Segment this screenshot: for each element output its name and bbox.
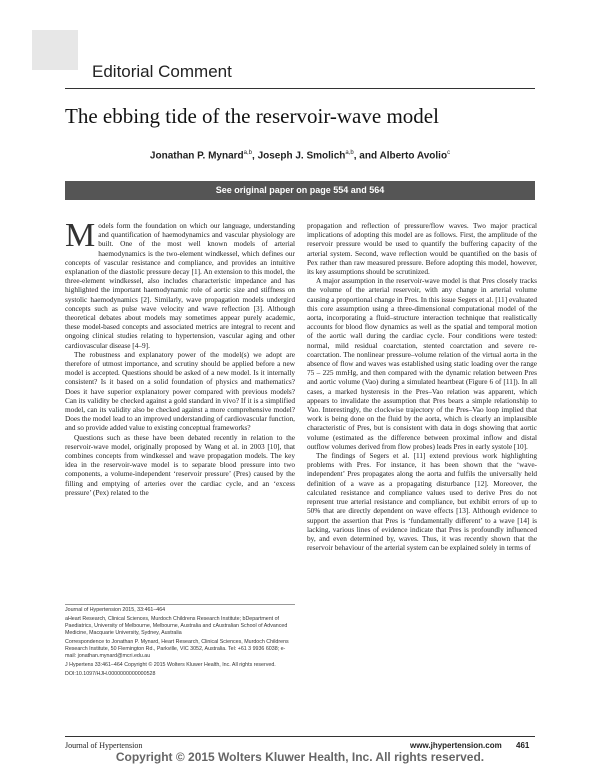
left-column [65,217,295,497]
journal-url[interactable]: www.jhypertension.com [410,741,502,750]
footnote-citation: Journal of Hypertension 2015, 33:461–464 [65,607,166,613]
body-paragraph: The findings of Segers et al. [11] extend previous work highlighting problems with Pres. For instance, it has been shown that the ‘wave-independent’ Pres propagates along the aorta and fulfils the universally held definition of a wave as a propagating disturbance [12]. Moreover, the calculated resistance and compliance values used to derive Pres do not represent true arterial resistance and compliance, but exhibit errors of up to 50% that are directly dependent on wave effects [13]. Although evidence to support the assertion that Pres is ‘fundamentally different’ to a wave [14] is lacking, various lines of evidence indicate that Pres is profoundly influenced by, and even determined by, waves. Thus, it was recently shown that the reservoir behaviour of the arterial system can be explained solely in terms of [307,451,537,553]
body-paragraph: Questions such as these have been debated recently in relation to the reservoir-wave model, originally proposed by Wang et al. in 2003 [10], that combines concepts from windkessel and wave propagation models. The key idea in the reservoir-wave model is to separate blood pressure into two components, a volume-independent ‘reservoir pressure’ (Pres) caused by the filling and emptying of arteries over the cardiac cycle, and an ‘excess pressure’ (Pex) related to the [65,432,295,497]
body-paragraph [65,217,295,350]
body-paragraph: A major assumption in the reservoir-wave model is that Pres closely tracks the volume of the arterial reservoir, with any change in arterial volume causing a proportional change in Pres. In this issue Segers et al. [11] evaluated this core assumption using a three-dimensional computational model of the aorta, incorporating a fluid–structure interaction technique that realistically accounts for blood flow dynamics as well as the spatial and temporal motion of the aortic wall during the cardiac cycle. Four conditions were tested: normal, mild residual coarctation, stented coarctation and severe re-coarctation. The nonlinear pressure–volume relation of the virtual aorta in the absence of flow and waves was established using static loading over the range 75 – 225 mmHg, and then compared with the dynamic relation between Pres and aortic volume (Vao) during a simulated heartbeat (Figure 6 of [11]). In all cases, a marked hysteresis in the Pres–Vao relation was apparent, which appears to invalidate the assumption that Pres bears a simple relationship to Vao. Interestingly, the clockwise trajectory of the Pres–Vao loop implied that work is being done on the fluid by the aorta, which is clearly an implausible characteristic of Pres, but is consistent with data in dogs showing that aortic volume (estimated as the difference between proximal inflow and distal outflow volumes derived from flow probes) leads Pres in early systole [10]. [307,276,537,451]
right-column [307,221,537,552]
article-title: The ebbing tide of the reservoir-wave model [65,104,439,128]
page-number: 461 [516,741,530,750]
author-line: Jonathan P. Mynard$^{a,b}$, Joseph J. Smolich$^{a,b}$, and Alberto Avolio$^c$ [149,150,451,162]
section-label: Editorial Comment [92,62,232,81]
body-paragraph: propagation and reflection of pressure/flow waves. Two major practical implications of adopting this model are as follows. First, the amplitude of the reservoir pressure would be used to quantify the buffering capacity of the arterial system. Second, wave reflection would be quantified on the basis of Pex rather than raw measured pressure. Before adopting this model, however, its key assumptions should be scrutinized. [307,221,537,277]
author-affiliation: a,b [345,150,354,156]
original-paper-link[interactable]: See original paper on page 554 and 564 [65,181,535,200]
footnote-copyright: J Hypertens 33:461–464 Copyright © 2015 Wolters Kluwer Health, Inc. All rights reserved. [65,662,276,668]
footnote-correspondence: Correspondence to Jonathan P. Mynard, Heart Research, Clinical Sciences, Murdoch Childrens Research Institute, 50 Flemington Rd., Parkville, VIC 3052, Australia. Tel: +61 3 9936 6038; e-mail: jonathan.mynard@mcri.edu.au [65,639,289,659]
header-decoration-block [32,30,78,70]
author-affiliation: c [447,150,451,156]
drop-cap: M [65,217,96,254]
paragraph-text: odels form the foundation on which our language, understanding and quantification of haemodynamics and vascular physiology are built. One of the most well known models of arterial haemodynamics is the two-element windkessel, which defines our concepts of vascular resistance and compliance, and provides an intuitive explanation of the diastolic pressure decay [1]. An extension to this model, the three-element windkessel, also includes characteristic impedance and has highlighted the important haemodynamic role of aortic size and stiffness on systolic haemodynamics [2]. Similarly, wave propagation models undergird concepts such as pulse wave velocity and wave reflection [3]. Although theoretical debates about models may sometimes appear purely academic, these model-based concepts and associated metrics are integral to recent and ongoing clinical studies relating to hypertension, vascular aging and other cardiovascular disease [4–9]. [65,221,295,350]
footnote-rule [65,604,295,605]
footnote-doi: DOI:10.1097/HJH.0000000000000528 [65,671,156,677]
header-rule [65,88,535,89]
author-name: Jonathan P. Mynard [149,150,244,162]
copyright-watermark: Copyright © 2015 Wolters Kluwer Health, Inc. All rights reserved. [115,750,485,764]
footer-rule [65,736,535,737]
author-name: and Alberto Avolio [359,150,448,162]
footnotes [65,607,295,680]
author-name: Joseph J. Smolich [257,150,346,162]
journal-name: Journal of Hypertension [65,741,143,750]
footnote-affiliations: aHeart Research, Clinical Sciences, Murdoch Childrens Research Institute; bDepartment of Paediatrics, University of Melbourne, Melbourne, Australia and cAustralian School of Advanced Medicine, Macquarie University, Sydney, Australia [65,616,288,636]
author-affiliation: a,b [243,150,252,156]
body-paragraph: The robustness and explanatory power of the model(s) we adopt are therefore of utmost importance, and scrutiny should be applied before a new model is accepted. Questions should be asked of a new model. Is it internally consistent? Is it based on a solid foundation of physics and mathematics? Does it have superior explanatory power compared with previous models? Can its validity be checked against a gold standard in vivo? If it is a simplified model, can its validity also be checked against a more comprehensive model? Does the model lead to an improved understanding of cardiovascular function, and so provide added value to existing conceptual frameworks? [65,349,295,433]
